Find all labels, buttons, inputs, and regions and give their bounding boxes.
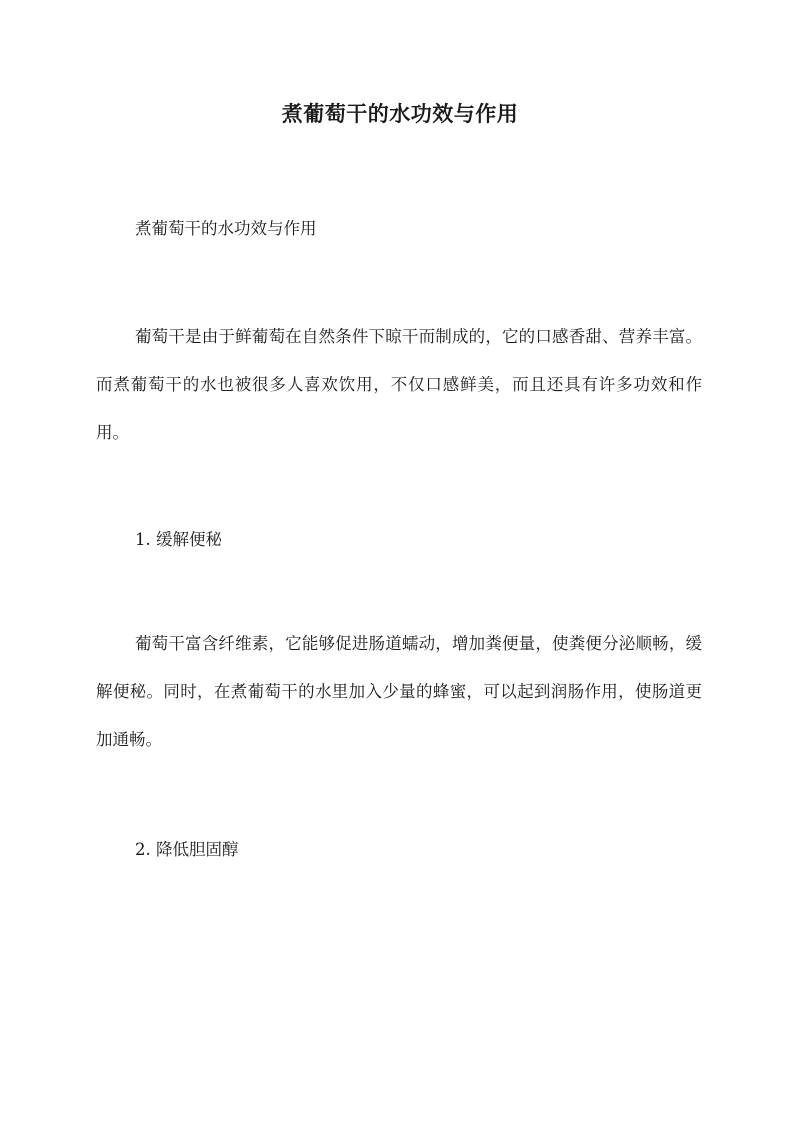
section-heading-constipation: 1. 缓解便秘 [135,530,222,549]
section-heading-cholesterol: 2. 降低胆固醇 [135,840,239,859]
document-subtitle: 煮葡萄干的水功效与作用 [135,219,317,238]
intro-paragraph: 葡萄干是由于鲜葡萄在自然条件下晾干而制成的，它的口感香甜、营养丰富。而煮葡萄干的水也被很多人喜欢饮用，不仅口感鲜美，而且还具有许多功效和作用。 [96,327,702,442]
section-paragraph-constipation: 葡萄干富含纤维素，它能够促进肠道蠕动，增加粪便量，使粪便分泌顺畅，缓解便秘。同时，在煮葡萄干的水里加入少量的蜂蜜，可以起到润肠作用，使肠道更加通畅。 [96,634,702,749]
document-title: 煮葡萄干的水功效与作用 [281,101,519,126]
